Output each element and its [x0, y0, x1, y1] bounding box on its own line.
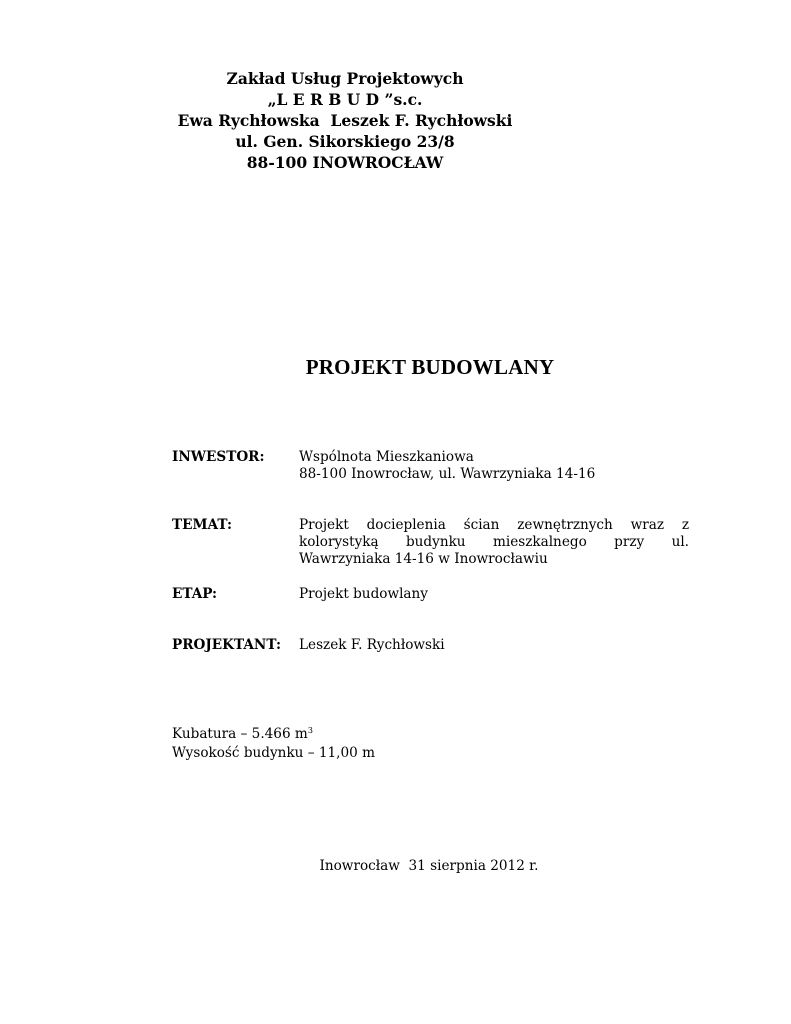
temat-row	[172, 517, 689, 571]
inwestor-address: 88-100 Inowrocław, ul. Wawrzyniaka 14-16	[299, 466, 596, 482]
etap-value	[299, 586, 689, 603]
temat-line-2: kolorystyką budynku mieszkalnego przy ul.	[299, 534, 689, 550]
company-brand: „L E R B U D ”s.c.	[267, 90, 423, 109]
etap-row	[172, 586, 689, 604]
temat-label: TEMAT:	[172, 517, 232, 533]
inwestor-label: INWESTOR:	[172, 449, 265, 465]
inwestor-value	[299, 449, 689, 483]
company-name: Zakład Usług Projektowych	[226, 69, 464, 88]
document-date: Inowrocław 31 sierpnia 2012 r.	[319, 858, 539, 874]
company-street: ul. Gen. Sikorskiego 23/8	[235, 132, 455, 151]
kubatura-exponent: 3	[307, 726, 313, 735]
projektant-text: Leszek F. Rychłowski	[299, 637, 445, 653]
projektant-value	[299, 637, 689, 654]
temat-value	[299, 517, 689, 568]
document-title: PROJEKT BUDOWLANY	[305, 355, 555, 379]
company-header	[0, 68, 690, 173]
etap-text: Projekt budowlany	[299, 586, 428, 602]
etap-label: ETAP:	[172, 586, 218, 602]
inwestor-row	[172, 449, 689, 485]
temat-line-3: Wawrzyniaka 14-16 w Inowrocławiu	[299, 551, 548, 567]
projektant-label: PROJEKTANT:	[172, 637, 281, 653]
inwestor-name: Wspólnota Mieszkaniowa	[299, 449, 474, 465]
projektant-row	[172, 637, 689, 655]
temat-line-1: Projekt docieplenia ścian zewnętrznych wraz z	[299, 517, 689, 533]
kubatura-line	[172, 721, 375, 744]
company-owners: Ewa Rychłowska Leszek F. Rychłowski	[177, 111, 513, 130]
company-city: 88-100 INOWROCŁAW	[246, 153, 444, 172]
kubatura-text: Kubatura – 5.466 m	[172, 726, 308, 742]
building-parameters	[172, 721, 375, 763]
wysokosc-line: Wysokość budynku – 11,00 m	[172, 745, 375, 761]
